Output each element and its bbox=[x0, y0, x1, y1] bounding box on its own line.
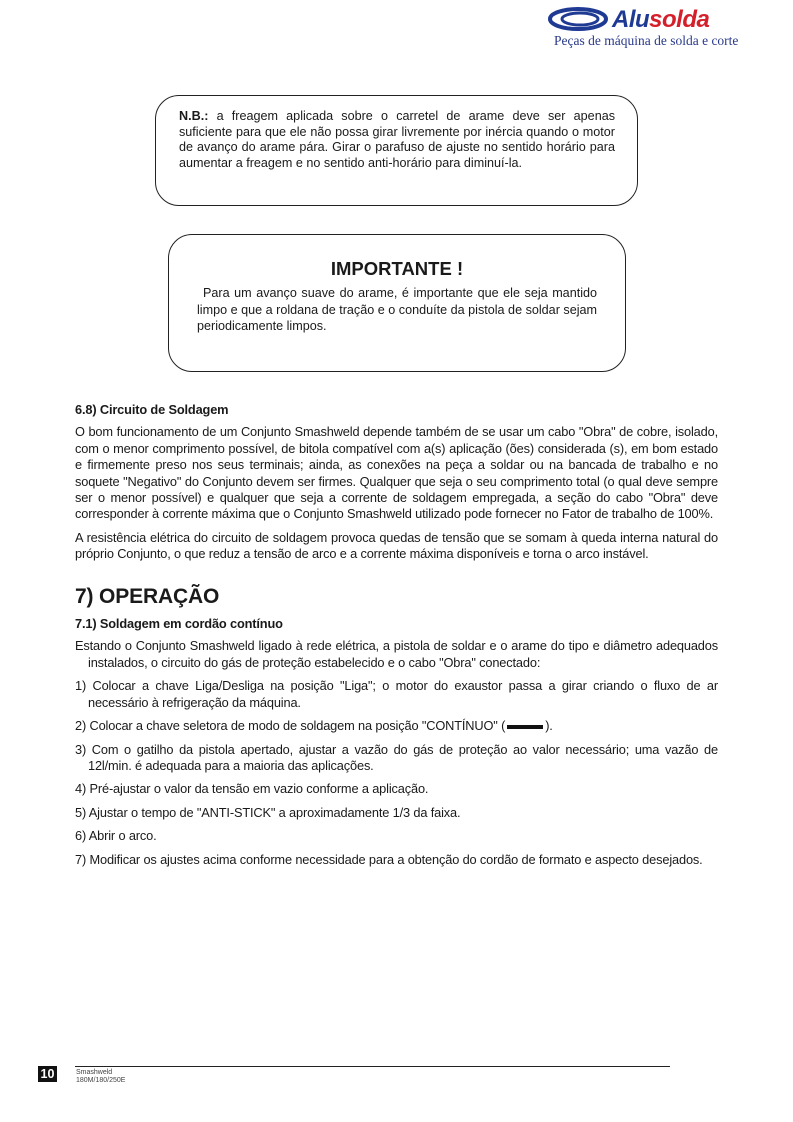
step-item: 1) Colocar a chave Liga/Desliga na posição "Liga"; o motor do exaustor passa a girar criando o fluxo de ar necessário à refrigeração da máquina. bbox=[75, 678, 718, 710]
footer-models: 180M/180/250E bbox=[76, 1077, 126, 1084]
continuous-mode-symbol-icon bbox=[507, 725, 543, 729]
step-item: 4) Pré-ajustar o valor da tensão em vazio conforme a aplicação. bbox=[75, 781, 429, 797]
step-item bbox=[75, 718, 718, 734]
footer-product bbox=[76, 1069, 125, 1085]
logo-brand-solda: solda bbox=[649, 6, 710, 33]
important-box bbox=[168, 234, 626, 372]
logo-swoosh-icon bbox=[548, 7, 610, 31]
step-item: 7) Modificar os ajustes acima conforme necessidade para a obtenção do cordão de formato e aspecto desejados. bbox=[75, 851, 703, 867]
important-title: IMPORTANTE ! bbox=[330, 258, 464, 279]
section-6-8-heading: 6.8) Circuito de Soldagem bbox=[75, 402, 229, 417]
section-6-8-paragraph: A resistência elétrica do circuito de soldagem provoca quedas de tensão que se somam à queda interna natural do próprio Conjunto, o que reduz a tensão de arco e a corrente máxima disponíveis e torna o arco instável. bbox=[75, 529, 718, 562]
important-text: Para um avanço suave do arame, é importante que ele seja mantido limpo e que a roldana de tração e o conduíte da pistola de soldar sejam periodicamente limpos. bbox=[197, 285, 597, 334]
step-item: 5) Ajustar o tempo de "ANTI-STICK" a aproximadamente 1/3 da faixa. bbox=[75, 804, 461, 820]
alusolda-logo bbox=[548, 4, 748, 52]
section-7-1-intro: Estando o Conjunto Smashweld ligado à rede elétrica, a pistola de soldar e o arame do tipo e diâmetro adequados instalados, o circuito do gás de proteção estabelecido e o cabo "Obra" conectado: bbox=[75, 638, 718, 670]
logo-brand-alu: Alu bbox=[612, 6, 650, 33]
footer-product-name: Smashweld bbox=[76, 1069, 113, 1076]
step-item: 3) Com o gatilho da pistola apertado, ajustar a vazão do gás de proteção ao valor necessário; uma vazão de 12l/min. é adequada para a maioria das aplicações. bbox=[75, 741, 718, 773]
nb-label: N.B.: bbox=[179, 109, 209, 123]
step-2-suffix: ). bbox=[545, 718, 553, 734]
section-7-1-heading: 7.1) Soldagem em cordão contínuo bbox=[75, 616, 283, 632]
logo-wordmark bbox=[612, 6, 709, 34]
section-6-8-paragraph: O bom funcionamento de um Conjunto Smashweld depende também de se usar um cabo "Obra" de cobre, isolado, com o menor comprimento possível, de bitola compatível com a(s) aplicação (ões) considerada (s), em bom estado e firmemente preso nos seus terminais; ainda, as conexões na peça a soldar ou na bancada de trabalho e no soquete "Negativo" do Conjunto devem ser firmes. Qualquer que seja o seu comprimento total (o qual deve sempre ser o menor possível) e qualquer que seja a corrente de soldagem empregada, a seção do cabo "Obra" deve corresponder à corrente máxima que o Conjunto Smashweld utilizado pode fornecer no Fator de trabalho de 100%. bbox=[75, 424, 718, 522]
main-content bbox=[75, 402, 718, 875]
page-number: 10 bbox=[38, 1066, 57, 1082]
logo-tagline: Peças de máquina de solda e corte bbox=[554, 33, 739, 48]
footer-divider bbox=[75, 1066, 670, 1067]
nb-note-box bbox=[155, 95, 638, 206]
nb-text: a freagem aplicada sobre o carretel de arame deve ser apenas suficiente para que ele não possa girar livremente por inércia quando o motor de avanço do arame pára. Girar o parafuso de ajuste no sentido horário para aumentar a freagem e no sentido anti-horário para diminuí-la. bbox=[179, 109, 615, 170]
step-item: 6) Abrir o arco. bbox=[75, 828, 157, 844]
section-7-heading: 7) OPERAÇÃO bbox=[75, 584, 220, 608]
step-2-text: 2) Colocar a chave seletora de modo de soldagem na posição "CONTÍNUO" ( bbox=[75, 718, 506, 734]
